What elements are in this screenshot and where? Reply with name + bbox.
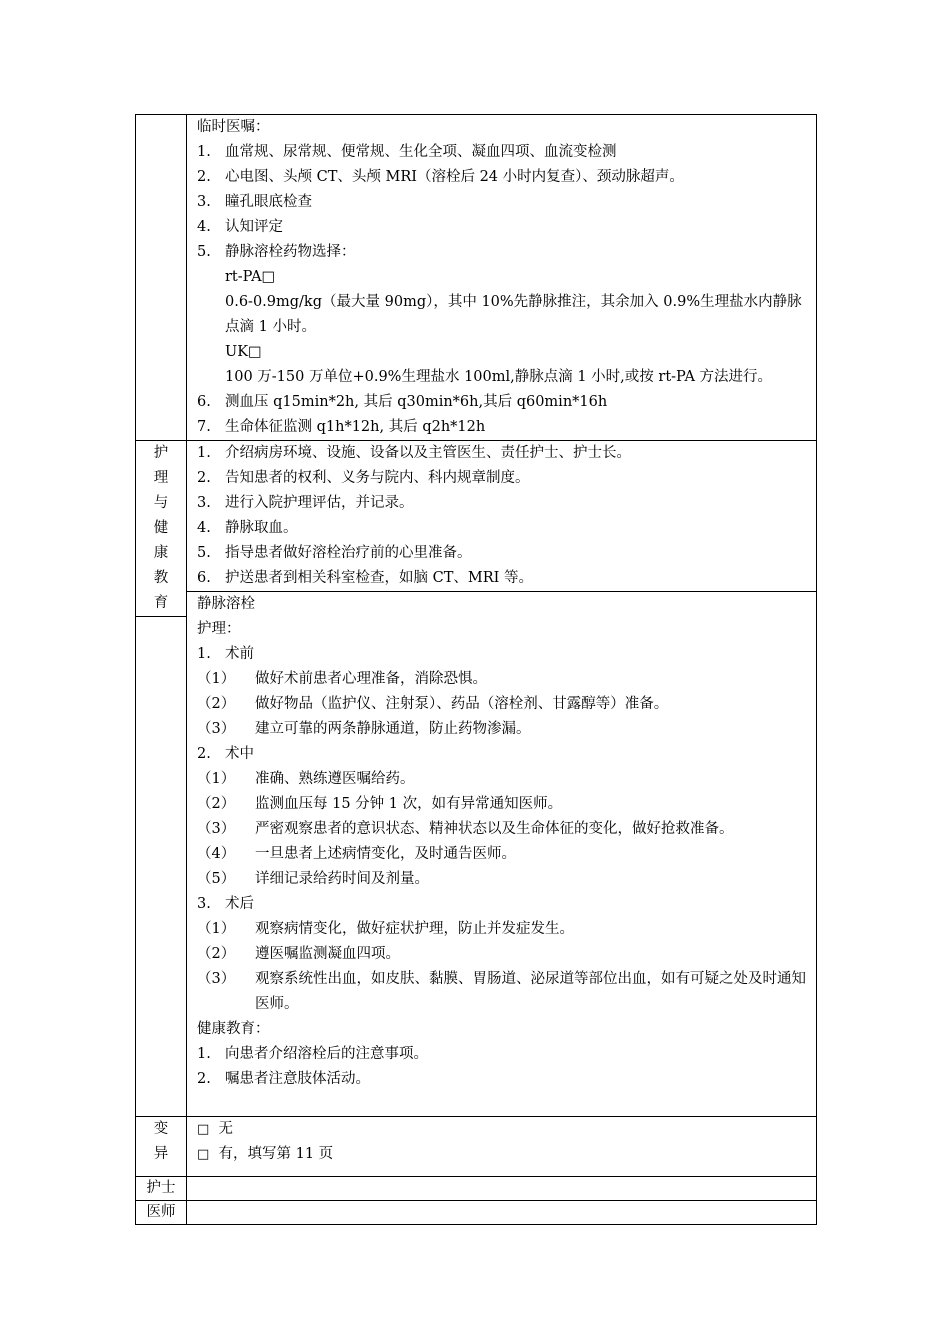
order-item: 1. 血常规、尿常规、便常规、生化全项、凝血四项、血流变检测 xyxy=(197,144,617,160)
health-education-title: 健康教育： xyxy=(197,1021,270,1037)
drug-uk-description: 100 万-150 万单位+0.9%生理盐水 100ml,静脉点滴 1 小时,或按 rt-PA 方法进行。 xyxy=(225,369,773,385)
phase-heading: 1. 术前 xyxy=(197,646,254,662)
education-item: 2. 告知患者的权利、义务与院内、科内规章制度。 xyxy=(197,470,530,486)
phase-item: （1） 做好术前患者心理准备，消除恐惧。 xyxy=(197,671,487,687)
phase-item: （3） 建立可靠的两条静脉通道，防止药物渗漏。 xyxy=(197,721,531,737)
phase-item: （2） 监测血压每 15 分钟 1 次，如有异常通知医师。 xyxy=(197,796,563,812)
education-item: 5. 指导患者做好溶栓治疗前的心里准备。 xyxy=(197,545,472,561)
checkbox-none[interactable]: □ xyxy=(197,1122,210,1137)
nurse-label: 护士 xyxy=(136,1177,187,1201)
education-item: 1. 介绍病房环境、设施、设备以及主管医生、责任护士、护士长。 xyxy=(197,445,631,461)
variation-option-none: □ 无 xyxy=(197,1121,234,1137)
order-item: 3. 瞳孔眼底检查 xyxy=(197,194,312,210)
doctor-signature-field[interactable] xyxy=(187,1201,817,1225)
nursing-education-row xyxy=(136,441,817,617)
phase-item: （3） 严密观察患者的意识状态、精神状态以及生命体征的变化，做好抢救准备。 xyxy=(197,821,734,837)
pathway-form xyxy=(135,114,817,1225)
nurse-signature-field[interactable] xyxy=(187,1177,817,1201)
phase-item: （4） 一旦患者上述病情变化，及时通告医师。 xyxy=(197,846,516,862)
phase-item: （1） 观察病情变化，做好症状护理，防止并发症发生。 xyxy=(197,921,574,937)
checkbox-yes[interactable]: □ xyxy=(197,1147,210,1162)
variation-option-yes: □ 有，填写第 11 页 xyxy=(197,1146,334,1162)
education-item: 3. 进行入院护理评估，并记录。 xyxy=(197,495,414,511)
variation-label: 变 异 xyxy=(136,1117,187,1177)
health-education-item: 2. 嘱患者注意肢体活动。 xyxy=(197,1071,370,1087)
health-education-item: 1. 向患者介绍溶栓后的注意事项。 xyxy=(197,1046,428,1062)
education-item: 4. 静脉取血。 xyxy=(197,520,298,536)
phase-item: （2） 做好物品（监护仪、注射泵）、药品（溶栓剂、甘露醇等）准备。 xyxy=(197,696,669,712)
drug-option-uk: UK□ xyxy=(225,344,262,360)
order-item: 6. 测血压 q15min*2h, 其后 q30min*6h,其后 q60min*16h xyxy=(197,394,608,410)
variation-row xyxy=(136,1117,817,1177)
phase-item: （2） 遵医嘱监测凝血四项。 xyxy=(197,946,400,962)
drug-rtpa-description: 0.6-0.9mg/kg（最大量 90mg），其中 10%先静脉推注，其余加入 0.9%生理盐水内静脉点滴 1 小时。 xyxy=(225,294,802,335)
temporary-orders-row xyxy=(136,115,817,441)
phase-heading: 2. 术中 xyxy=(197,746,254,762)
thrombolysis-label-cell xyxy=(136,617,187,1117)
thrombolysis-block xyxy=(187,591,816,1092)
phase-item: （1） 准确、熟练遵医嘱给药。 xyxy=(197,771,415,787)
thrombolysis-title: 静脉溶栓 xyxy=(197,596,255,612)
order-item: 4. 认知评定 xyxy=(197,219,283,235)
temporary-orders-cell xyxy=(187,115,817,441)
doctor-label: 医师 xyxy=(136,1201,187,1225)
variation-cell xyxy=(187,1117,817,1177)
nursing-education-label: 护 理 与 健 康 教 育 xyxy=(136,441,187,617)
nurse-row xyxy=(136,1177,817,1201)
phase-heading: 3. 术后 xyxy=(197,896,254,912)
empty-label-cell xyxy=(136,115,187,441)
doctor-row xyxy=(136,1201,817,1225)
phase-item: （3） 观察系统性出血，如皮肤、黏膜、胃肠道、泌尿道等部位出血，如有可疑之处及时通知医师。 xyxy=(197,971,806,1012)
nursing-education-cell xyxy=(187,441,817,1117)
order-item: 2. 心电图、头颅 CT、头颅 MRI（溶栓后 24 小时内复查）、颈动脉超声。 xyxy=(197,169,684,185)
order-item: 5. 静脉溶栓药物选择： xyxy=(197,244,356,260)
drug-option-rtpa: rt-PA□ xyxy=(225,269,276,285)
order-item: 7. 生命体征监测 q1h*12h, 其后 q2h*12h xyxy=(197,419,486,435)
nursing-title: 护理： xyxy=(197,621,241,637)
pathway-table xyxy=(135,114,817,1225)
temporary-orders-title: 临时医嘱： xyxy=(197,119,270,135)
education-item: 6. 护送患者到相关科室检查，如脑 CT、MRI 等。 xyxy=(197,570,533,586)
phase-item: （5） 详细记录给药时间及剂量。 xyxy=(197,871,429,887)
